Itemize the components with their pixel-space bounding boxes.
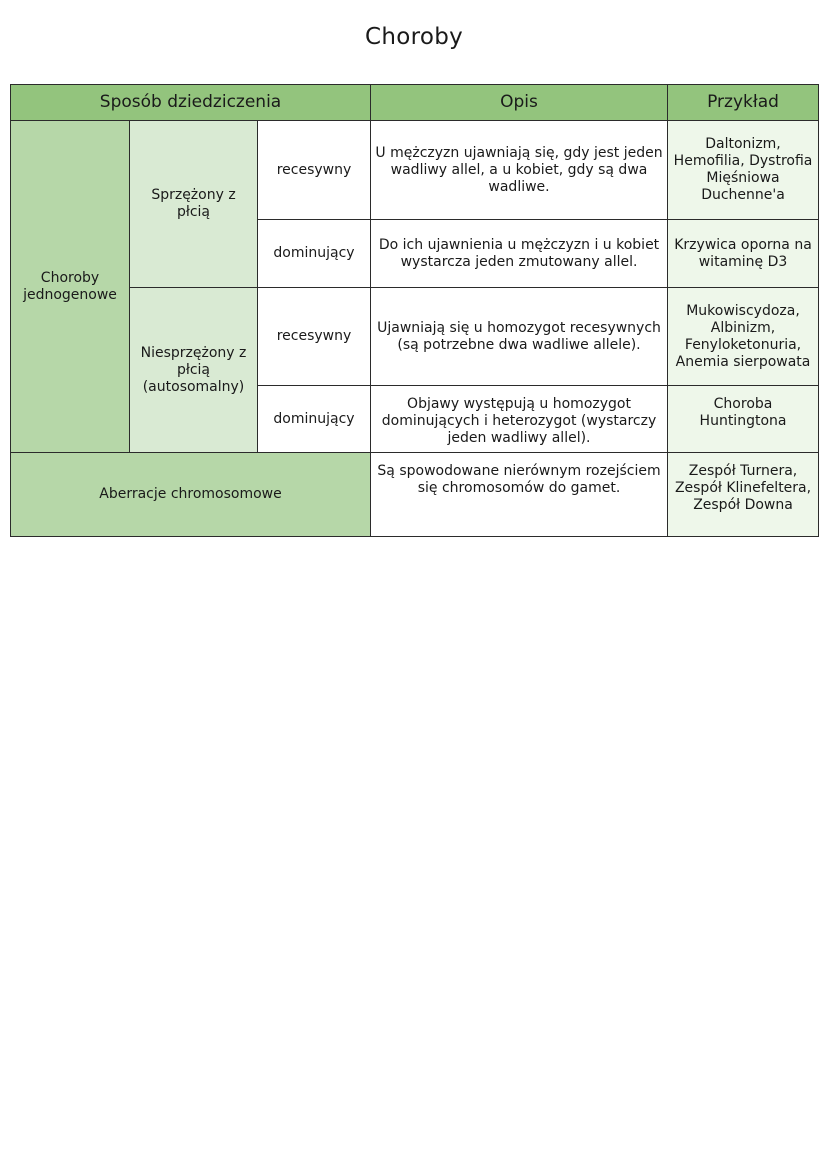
- category-chromosomal: Aberracje chromosomowe: [11, 453, 371, 537]
- example-cell: Mukowiscydoza, Albinizm, Fenyloketonuria, Anemia sierpowata: [668, 288, 819, 386]
- header-mode: Sposób dziedziczenia: [11, 85, 371, 121]
- inheritance-table: [10, 84, 819, 537]
- category-monogenic: Choroby jednogenowe: [11, 121, 130, 453]
- subcategory-autosomal: Niesprzężony z płcią (autosomalny): [130, 288, 258, 453]
- example-cell: Choroba Huntingtona: [668, 386, 819, 453]
- example-cell: Zespół Turnera, Zespół Klinefeltera, Zespół Downa: [668, 453, 819, 537]
- table-header-row: [11, 85, 819, 121]
- description-cell: Są spowodowane nierównym rozejściem się chromosomów do gamet.: [371, 453, 668, 537]
- example-cell: Daltonizm, Hemofilia, Dystrofia Mięśniowa Duchenne'a: [668, 121, 819, 220]
- description-cell: U mężczyzn ujawniają się, gdy jest jeden wadliwy allel, a u kobiet, gdy są dwa wadliwe.: [371, 121, 668, 220]
- table-row: [11, 121, 819, 220]
- page-title: Choroby: [364, 24, 464, 50]
- type-cell: dominujący: [258, 386, 371, 453]
- type-cell: recesywny: [258, 121, 371, 220]
- description-cell: Do ich ujawnienia u mężczyzn i u kobiet wystarcza jeden zmutowany allel.: [371, 220, 668, 288]
- example-cell: Krzywica oporna na witaminę D3: [668, 220, 819, 288]
- table-row: [11, 453, 819, 537]
- description-cell: Ujawniają się u homozygot recesywnych (są potrzebne dwa wadliwe allele).: [371, 288, 668, 386]
- type-cell: recesywny: [258, 288, 371, 386]
- header-example: Przykład: [668, 85, 819, 121]
- subcategory-sex-linked: Sprzężony z płcią: [130, 121, 258, 288]
- type-cell: dominujący: [258, 220, 371, 288]
- header-description: Opis: [371, 85, 668, 121]
- table-row: [11, 288, 819, 386]
- description-cell: Objawy występują u homozygot dominujących i heterozygot (wystarczy jeden wadliwy allel).: [371, 386, 668, 453]
